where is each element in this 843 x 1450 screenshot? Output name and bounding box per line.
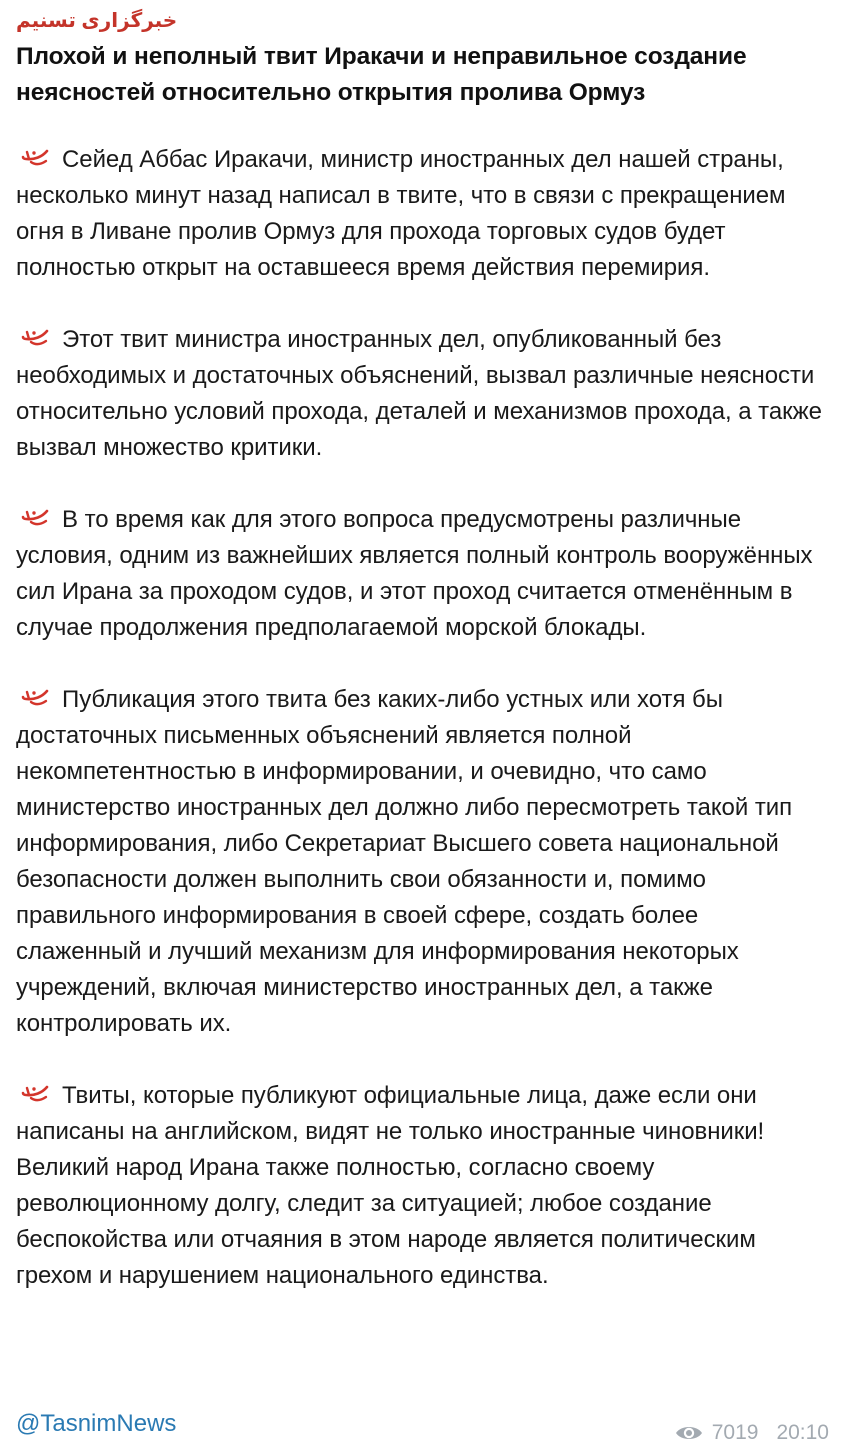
post-paragraph-3 (16, 502, 827, 646)
tasnim-logo-icon (20, 1084, 50, 1106)
tasnim-logo-icon (20, 328, 50, 350)
paragraph-text: Сейед Аббас Иракачи, министр иностранных дел нашей страны, несколько минут назад написал в твите, что в связи с прекращением огня в Ливане пролив Ормуз для прохода торговых судов будет полностью открыт на оставшееся время действия перемирия. (16, 146, 786, 281)
paragraph-text: Твиты, которые публикуют официальные лица, даже если они написаны на английском, видят не только иностранные чиновники! Великий народ Ирана также полностью, согласно своему революционному долгу, следит за ситуацией; любое создание беспокойства или отчаяния в этом народе является политическим грехом и нарушением национального единства. (16, 1082, 765, 1289)
paragraph-text: Публикация этого твита без каких-либо устных или хотя бы достаточных письменных объяснений является полной некомпетентностью в информировании, и очевидно, что само министерство иностранных дел должно либо пересмотреть такой тип информирования, либо Секретариат Высшего совета национальной безопасности должен выполнить свои обязанности и, помимо правильного информирования в своей сфере, создать более слаженный и лучший механизм для информирования некоторых учреждений, включая министерство иностранных дел, а также контролировать их. (16, 686, 793, 1037)
post-meta (674, 1418, 829, 1448)
post-title: Плохой и неполный твит Иракачи и неправильное создание неясностей относительно открытия пролива Ормуз (16, 43, 747, 106)
post-time: 20:10 (776, 1421, 829, 1444)
eye-icon (674, 1423, 704, 1443)
tasnimnews-link[interactable]: @TasnimNews (16, 1410, 177, 1437)
post-paragraph-5 (16, 1078, 827, 1294)
paragraph-text: Этот твит министра иностранных дел, опубликованный без необходимых и достаточных объяснений, вызвал различные неясности относительно условий прохода, деталей и механизмов прохода, а также вызвал множество критики. (16, 326, 822, 461)
tasnim-logo-icon (20, 148, 50, 170)
tasnim-logo-icon (20, 688, 50, 710)
post-paragraph-1 (16, 142, 827, 286)
post-paragraph-4 (16, 682, 827, 1042)
paragraph-text: В то время как для этого вопроса предусмотрены различные условия, одним из важнейших является полный контроль вооружённых сил Ирана за проходом судов, и этот проход считается отменённым в случае продолжения предполагаемой морской блокады. (16, 506, 813, 641)
tasnim-logo-icon (20, 508, 50, 530)
channel-name[interactable]: خبرگزاری تسنیم (16, 10, 178, 32)
view-count: 7019 (711, 1421, 759, 1444)
post-paragraph-2 (16, 322, 827, 466)
